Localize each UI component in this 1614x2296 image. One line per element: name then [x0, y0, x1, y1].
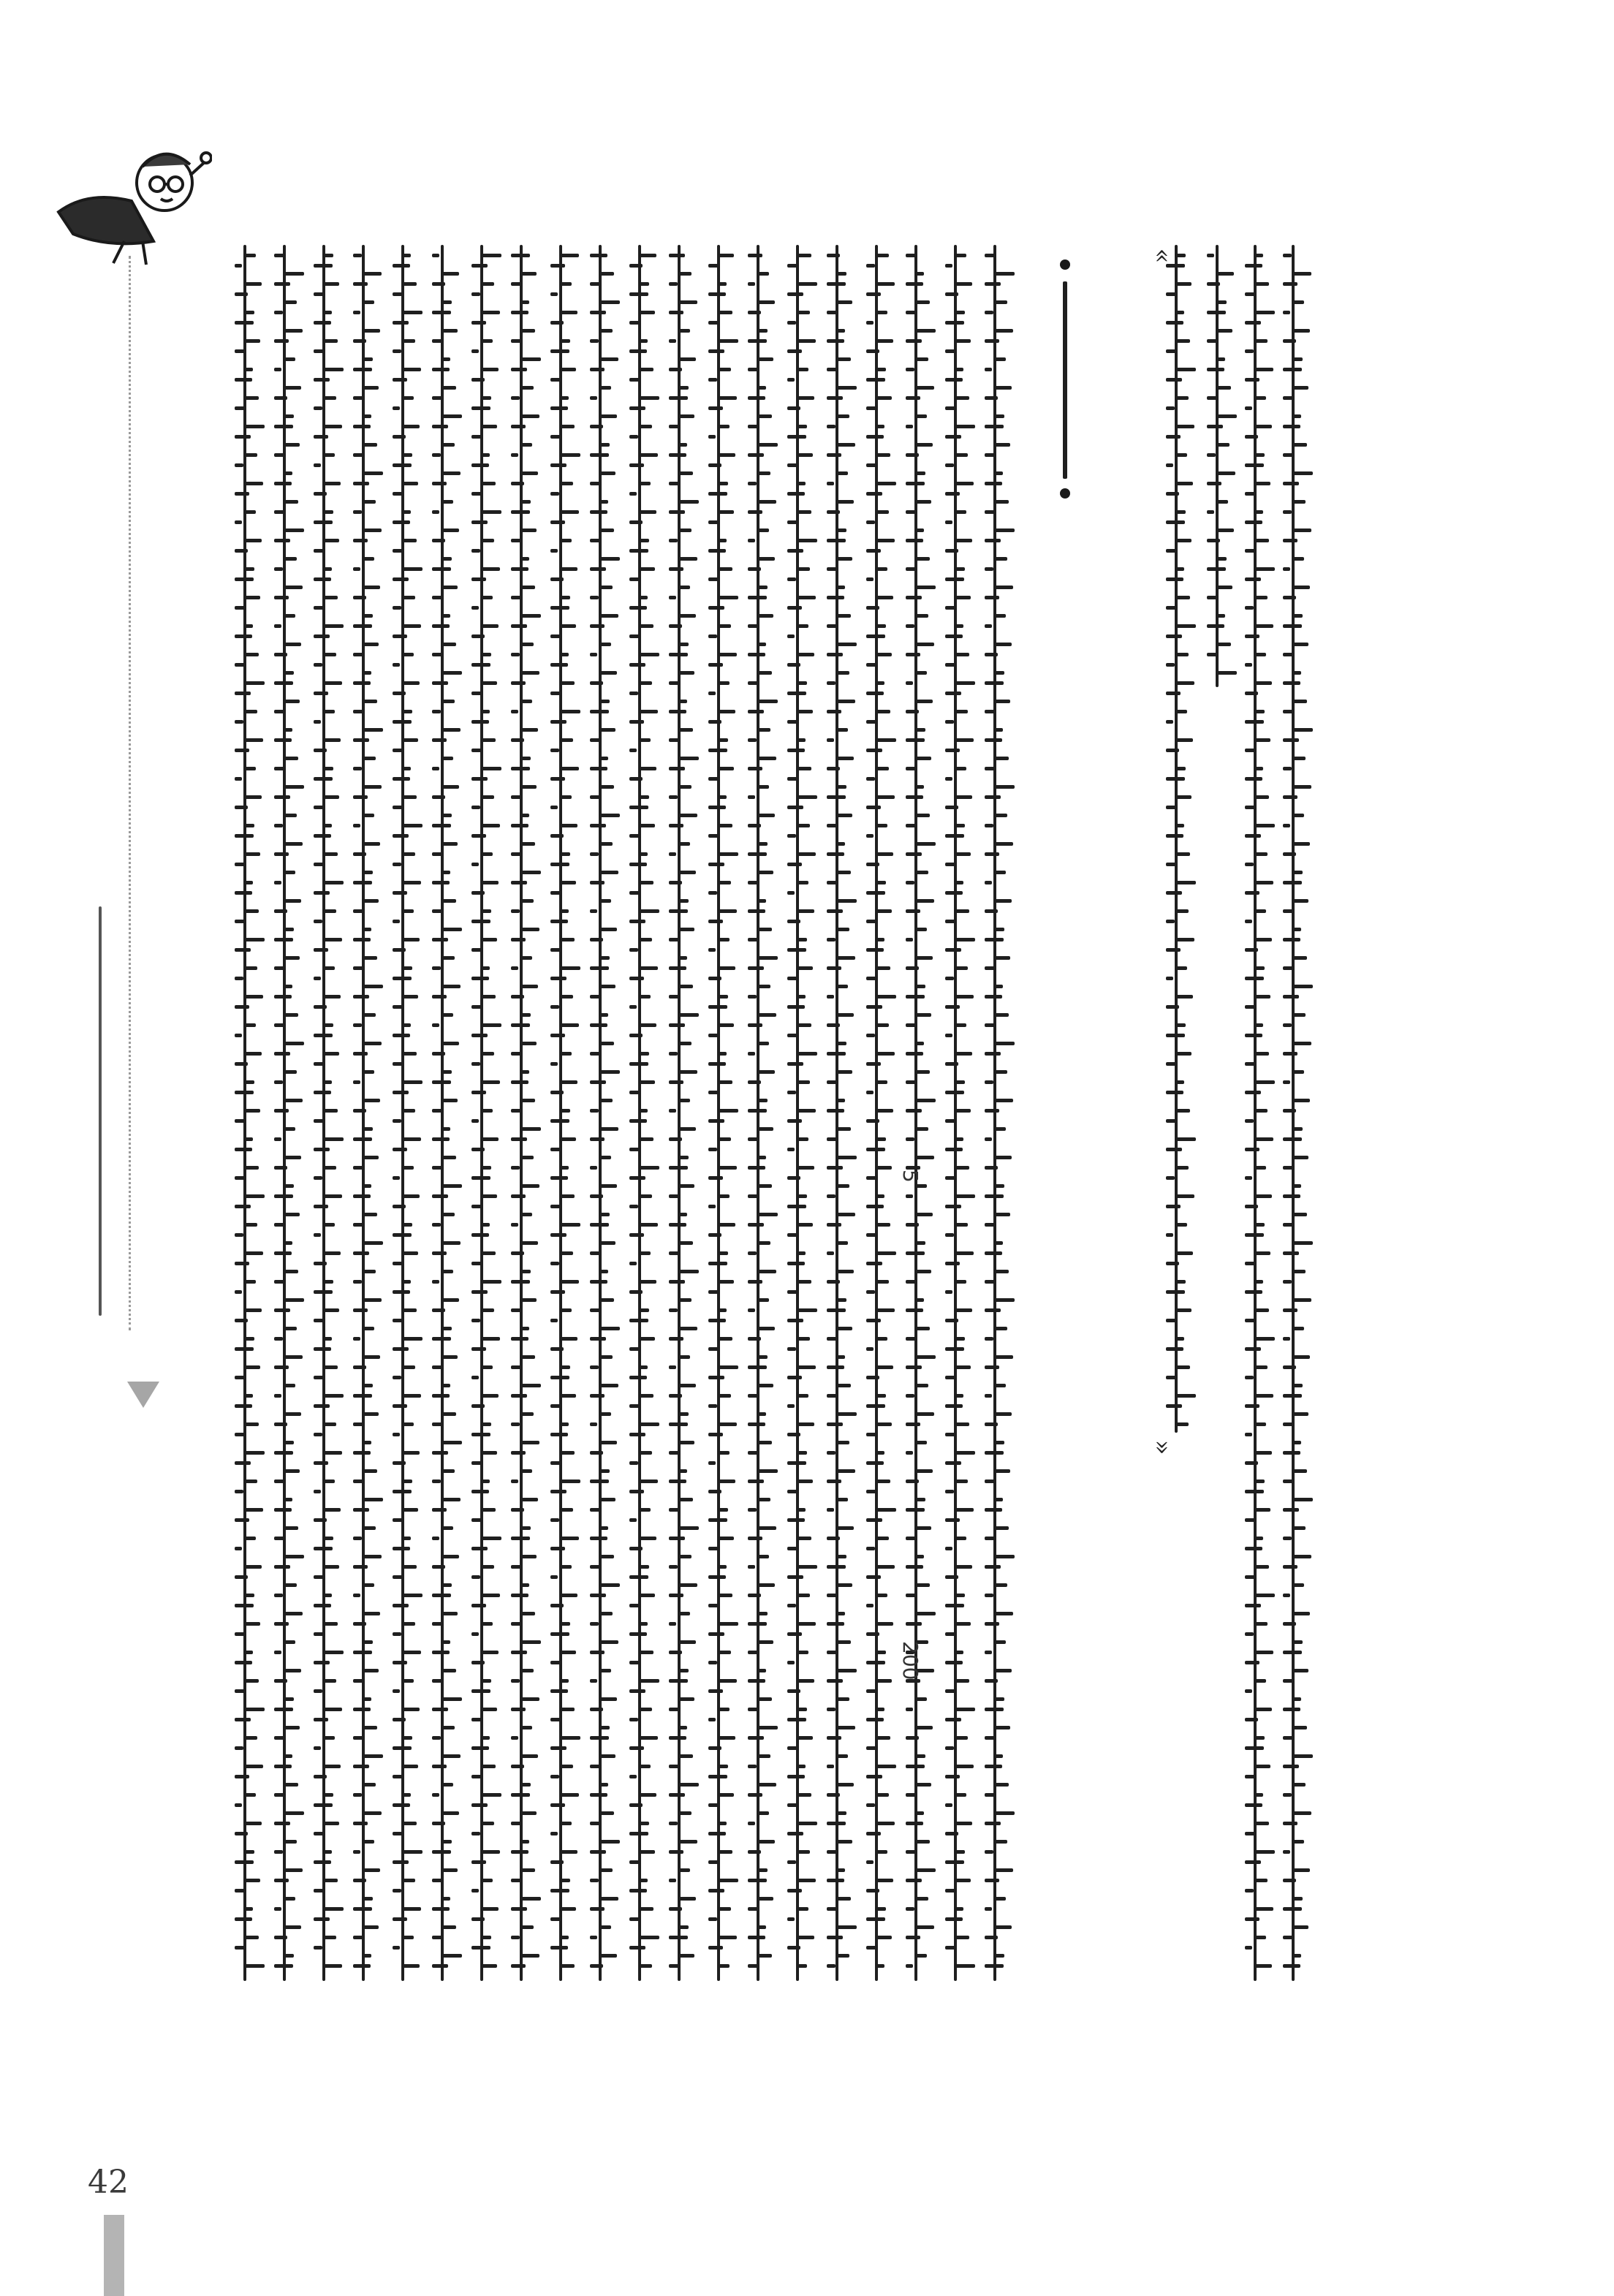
text-column — [1281, 245, 1306, 1981]
bullet-dot-icon — [1060, 488, 1070, 499]
text-column — [509, 245, 534, 1981]
text-column — [903, 245, 928, 1981]
text-column — [588, 245, 613, 1981]
inline-number-two-hundred: 200 — [898, 1641, 922, 1681]
text-column — [548, 245, 573, 1981]
page-edge-bar — [104, 2215, 124, 2296]
text-column — [785, 245, 810, 1981]
text-column — [667, 245, 692, 1981]
inline-number-five: 5 — [898, 1170, 922, 1183]
text-column — [1164, 245, 1189, 1433]
text-column — [1205, 245, 1230, 687]
page-number: 42 — [88, 2164, 129, 2201]
header-dotted-rule — [129, 256, 131, 1330]
bullet-dot-icon — [1060, 259, 1070, 270]
quote-open: « — [1148, 248, 1178, 264]
text-column — [746, 245, 770, 1981]
text-column — [706, 245, 731, 1981]
text-column — [390, 245, 415, 1981]
section-heading — [1053, 281, 1077, 479]
running-header — [88, 906, 110, 1330]
text-column — [430, 245, 455, 1981]
text-column — [864, 245, 889, 1981]
text-column — [311, 245, 336, 1981]
quote-close: » — [1148, 1439, 1178, 1455]
text-column — [627, 245, 652, 1981]
text-column — [982, 245, 1007, 1981]
mascot-illustration — [44, 132, 212, 270]
triangle-marker-icon — [127, 1382, 159, 1408]
text-column — [943, 245, 968, 1981]
text-column — [351, 245, 376, 1981]
text-column — [825, 245, 849, 1981]
text-column — [272, 245, 297, 1981]
text-column — [1243, 245, 1268, 1981]
text-column — [232, 245, 257, 1981]
text-column — [469, 245, 494, 1981]
